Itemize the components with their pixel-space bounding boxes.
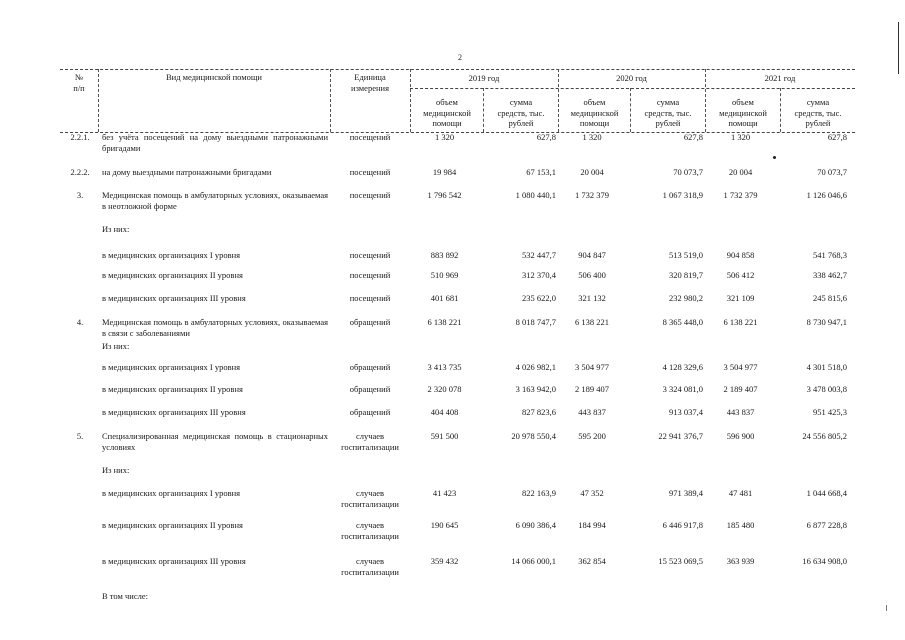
row-unit: случаев госпитализации	[341, 520, 399, 541]
row-value: 6 446 917,8	[662, 520, 703, 530]
row-label: в медицинских организациях I уровня	[102, 362, 241, 372]
row-value: 591 500	[430, 431, 459, 441]
row-unit: посещений	[349, 293, 391, 303]
page-number: 2	[458, 53, 462, 62]
row-value: 404 408	[430, 407, 459, 417]
row-unit: посещений	[349, 167, 391, 177]
row-unit: посещений	[349, 190, 391, 200]
row-value: 1 732 379	[723, 190, 758, 200]
row-value: 1 732 379	[575, 190, 609, 200]
row-value: 532 447,7	[522, 250, 556, 260]
row-unit: случаев госпитализации	[341, 488, 399, 509]
row-label: в медицинских организациях III уровня	[102, 293, 246, 303]
row-value: 4 128 329,6	[662, 362, 703, 372]
row-label: Из них:	[102, 341, 130, 351]
row-value: 506 412	[726, 270, 755, 280]
row-value: 363 939	[726, 556, 755, 566]
row-value: 951 425,3	[813, 407, 847, 417]
row-value: 3 504 977	[723, 362, 758, 372]
row-value: 47 352	[580, 488, 604, 498]
header-volume: объем медицинской помощи	[423, 97, 471, 128]
row-value: 3 413 735	[427, 362, 462, 372]
row-value: 1 320	[434, 132, 455, 142]
row-value: 15 523 069,5	[658, 556, 703, 566]
col-divider	[98, 69, 99, 132]
row-value: 3 504 977	[575, 362, 609, 372]
row-value: 6 877 228,8	[806, 520, 847, 530]
row-value: 190 645	[430, 520, 459, 530]
row-unit: посещений	[349, 270, 391, 280]
header-unit: Единица измерения	[351, 72, 389, 93]
row-value: 1 067 318,9	[662, 190, 703, 200]
row-unit: случаев госпитализации	[341, 556, 399, 577]
header-year-2019: 2019 год	[468, 73, 500, 83]
row-value: 3 324 081,0	[662, 384, 703, 394]
row-value: 1 796 542	[427, 190, 462, 200]
row-label: Медицинская помощь в амбулаторных условиях, оказываемая в неотложной форме	[102, 190, 328, 211]
row-value: 4 301 518,0	[806, 362, 847, 372]
year-header-divider	[410, 88, 855, 89]
row-value: 822 163,9	[522, 488, 556, 498]
row-value: 3 163 942,0	[515, 384, 556, 394]
row-value: 510 969	[430, 270, 459, 280]
row-value: 1 080 440,1	[515, 190, 556, 200]
row-value: 596 900	[726, 431, 755, 441]
row-value: 184 994	[578, 520, 606, 530]
col-divider	[330, 69, 331, 132]
header-year-2020: 2020 год	[616, 73, 647, 83]
header-type: Вид медицинской помощи	[166, 72, 262, 82]
row-label: в медицинских организациях III уровня	[102, 407, 246, 417]
row-label: Специализированная медицинская помощь в стационарных условиях	[102, 431, 328, 452]
row-value: 19 984	[432, 167, 457, 177]
row-value: 6 138 221	[575, 317, 609, 327]
row-value: 627,8	[683, 132, 703, 142]
row-number: 5.	[76, 431, 84, 441]
row-value: 913 037,4	[669, 407, 703, 417]
row-value: 2 320 078	[427, 384, 462, 394]
row-number: 2.2.1.	[70, 132, 90, 142]
row-unit: обращений	[349, 384, 391, 394]
row-label: в медицинских организациях II уровня	[102, 520, 243, 530]
row-value: 67 153,1	[526, 167, 556, 177]
row-value: 232 980,2	[669, 293, 703, 303]
row-number: 3.	[76, 190, 84, 200]
header-year-2021: 2021 год	[764, 73, 796, 83]
row-number: 2.2.2.	[70, 167, 90, 177]
row-value: 41 423	[432, 488, 457, 498]
row-value: 6 138 221	[723, 317, 758, 327]
row-value: 827 823,6	[522, 407, 556, 417]
row-label: в медицинских организациях I уровня	[102, 488, 241, 498]
row-value: 627,8	[827, 132, 847, 142]
row-unit: обращений	[349, 362, 391, 372]
scan-speck	[886, 605, 887, 611]
row-value: 1 044 668,4	[806, 488, 847, 498]
row-label: Медицинская помощь в амбулаторных условиях, оказываемая в связи с заболеваниями	[102, 317, 328, 338]
row-value: 506 400	[578, 270, 606, 280]
row-value: 904 858	[726, 250, 755, 260]
scan-edge-mark	[898, 22, 899, 74]
row-value: 627,8	[536, 132, 556, 142]
row-value: 185 480	[726, 520, 755, 530]
row-value: 443 837	[578, 407, 606, 417]
row-value: 883 892	[430, 250, 459, 260]
row-value: 541 768,3	[813, 250, 847, 260]
row-label: Из них:	[102, 465, 130, 475]
row-value: 443 837	[726, 407, 755, 417]
row-value: 235 622,0	[522, 293, 556, 303]
row-value: 2 189 407	[723, 384, 758, 394]
row-label: в медицинских организациях III уровня	[102, 556, 246, 566]
row-unit: обращений	[349, 407, 391, 417]
row-value: 595 200	[578, 431, 606, 441]
scan-speck	[773, 156, 776, 159]
header-num: № п/п	[73, 72, 85, 93]
row-label: на дому выездными патронажными бригадами	[102, 167, 272, 177]
header-sum: сумма средств, тыс. рублей	[497, 97, 545, 128]
row-label: В том числе:	[102, 591, 148, 601]
header-sum: сумма средств, тыс. рублей	[644, 97, 692, 128]
header-sum: сумма средств, тыс. рублей	[794, 97, 842, 128]
row-label: без учёта посещений на дому выездными патронажными бригадами	[102, 132, 328, 153]
row-unit: посещений	[349, 250, 391, 260]
row-value: 47 481	[728, 488, 753, 498]
row-value: 6 090 386,4	[515, 520, 556, 530]
row-value: 24 556 805,2	[802, 431, 847, 441]
row-value: 338 462,7	[813, 270, 847, 280]
row-value: 321 109	[726, 293, 755, 303]
row-value: 1 320	[582, 132, 602, 142]
table-top-border	[60, 69, 855, 70]
row-value: 2 189 407	[575, 384, 609, 394]
row-label: в медицинских организациях II уровня	[102, 384, 243, 394]
row-value: 1 126 046,6	[806, 190, 847, 200]
row-value: 20 004	[728, 167, 753, 177]
row-value: 359 432	[430, 556, 459, 566]
row-value: 320 819,7	[669, 270, 703, 280]
header-volume: объем медицинской помощи	[719, 97, 767, 128]
row-unit: обращений	[349, 317, 391, 327]
row-value: 245 815,6	[813, 293, 847, 303]
row-unit: посещений	[349, 132, 391, 142]
row-value: 401 681	[430, 293, 459, 303]
row-value: 312 370,4	[522, 270, 556, 280]
row-number: 4.	[76, 317, 84, 327]
row-value: 8 365 448,0	[662, 317, 703, 327]
row-value: 904 847	[578, 250, 606, 260]
header-volume: объем медицинской помощи	[570, 97, 619, 128]
row-value: 20 978 550,4	[511, 431, 556, 441]
row-value: 70 073,7	[817, 167, 847, 177]
row-label: в медицинских организациях I уровня	[102, 250, 241, 260]
row-label: в медицинских организациях II уровня	[102, 270, 243, 280]
row-value: 4 026 982,1	[515, 362, 556, 372]
row-value: 22 941 376,7	[658, 431, 703, 441]
row-value: 362 854	[578, 556, 606, 566]
row-value: 20 004	[580, 167, 604, 177]
row-value: 16 634 908,0	[802, 556, 847, 566]
row-value: 6 138 221	[427, 317, 462, 327]
row-value: 321 132	[578, 293, 606, 303]
row-value: 971 389,4	[669, 488, 703, 498]
row-value: 8 018 747,7	[515, 317, 556, 327]
row-value: 14 066 000,1	[511, 556, 556, 566]
row-value: 8 730 947,1	[806, 317, 847, 327]
row-unit: случаев госпитализации	[341, 431, 399, 452]
row-label: Из них:	[102, 224, 130, 234]
row-value: 1 320	[730, 132, 751, 142]
row-value: 70 073,7	[673, 167, 703, 177]
row-value: 3 478 003,8	[806, 384, 847, 394]
row-value: 513 519,0	[669, 250, 703, 260]
